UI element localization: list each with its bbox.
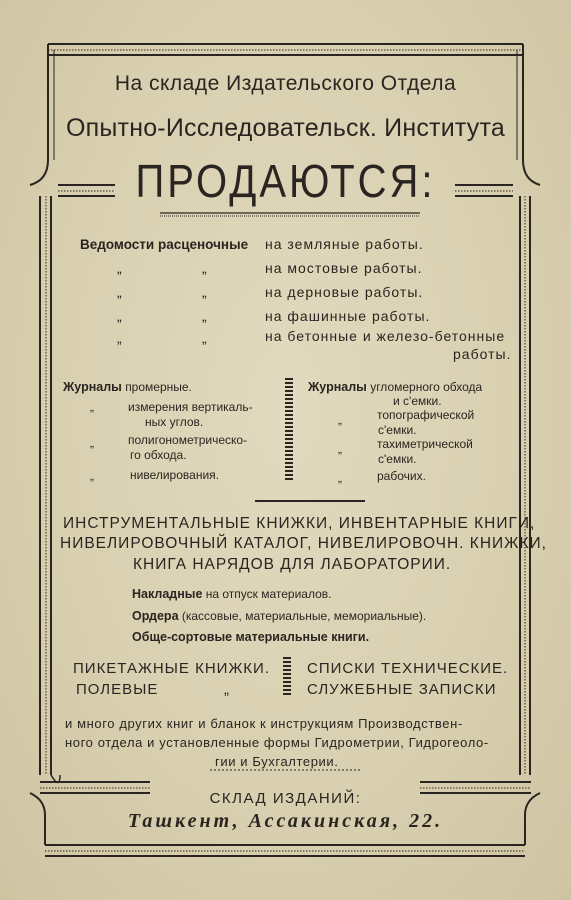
vedomosti-item-5-cont: работы. [453, 346, 512, 362]
vedomosti-item-2: на мостовые работы. [265, 260, 423, 276]
footer-line-2: ного отдела и установленные формы Гидрометрии, Гидрогеоло- [65, 735, 489, 750]
journals-left-item-1-cont: ных углов. [145, 415, 204, 429]
form-line-1: Накладные на отпуск материалов. [132, 587, 332, 601]
bottom-left-line-1: ПИКЕТАЖНЫЕ КНИЖКИ. [73, 660, 270, 677]
ditto-mark: „ [338, 413, 342, 427]
ditto-mark: „ [90, 436, 94, 450]
ditto-mark: „ [202, 284, 207, 300]
caps-line-3: КНИГА НАРЯДОВ ДЛЯ ЛАБОРАТОРИИ. [133, 556, 452, 573]
bottom-right-line-2: СЛУЖЕБНЫЕ ЗАПИСКИ [307, 681, 497, 698]
ditto-mark: „ [90, 400, 94, 414]
vedomosti-label: Ведомости расценочные [80, 237, 249, 252]
ditto-mark: „ [224, 681, 230, 698]
ditto-mark: „ [117, 330, 122, 346]
header-line-2: Опытно-Исследовательск. Института [66, 114, 505, 142]
ditto-mark: „ [90, 469, 94, 483]
form-line-3: Обще-сортовые материальные книги. [132, 630, 370, 644]
journals-left-first: Журналы промерные. [63, 380, 192, 394]
journals-right-item-2-cont: с'емки. [378, 452, 417, 466]
journals-right-item-1: топографической [377, 408, 475, 422]
headline: ПРОДАЮТСЯ: [135, 156, 436, 208]
journals-right-item-3: рабочих. [377, 469, 426, 483]
journals-right-item-1-cont: с'емки. [378, 423, 417, 437]
address: Ташкент, Ассакинская, 22. [127, 810, 444, 832]
ditto-mark: „ [117, 284, 122, 300]
form-line-2: Ордера (кассовые, материальные, мемориальные). [132, 609, 427, 623]
journals-right-item-2: тахиметрической [377, 437, 473, 451]
ditto-mark: „ [117, 308, 122, 324]
journals-right-first: Журналы угломерного обхода [308, 380, 483, 394]
bottom-right-line-1: СПИСКИ ТЕХНИЧЕСКИЕ. [307, 660, 509, 677]
journals-left-item-3: нивелирования. [130, 468, 219, 482]
vedomosti-item-3: на дерновые работы. [265, 284, 424, 300]
ditto-mark: „ [338, 471, 342, 485]
vedomosti-item-4: на фашинные работы. [265, 308, 431, 324]
column-divider [285, 378, 293, 482]
journals-left-item-1: измерения вертикаль- [128, 400, 253, 414]
ditto-mark: „ [202, 260, 207, 276]
journals-right-first-cont: и с'емки. [393, 394, 442, 408]
footer-line-3: гии и Бухгалтерии. [215, 754, 339, 769]
bottom-left-line-2: ПОЛЕВЫЕ [76, 681, 159, 698]
ditto-mark: „ [338, 442, 342, 456]
caps-line-1: ИНСТРУМЕНТАЛЬНЫЕ КНИЖКИ, ИНВЕНТАРНЫЕ КНИГИ, [63, 515, 536, 532]
sklad-heading: СКЛАД ИЗДАНИЙ: [209, 790, 362, 807]
vedomosti-item-5: на бетонные и железо-бетонные [265, 328, 506, 344]
column-divider [283, 657, 291, 697]
journals-left-item-2-cont: го обхода. [130, 448, 187, 462]
journals-left-item-2: полигонометрическо- [128, 433, 248, 447]
header-line-1: На складе Издательского Отдела [114, 72, 457, 95]
ditto-mark: „ [117, 260, 122, 276]
vedomosti-item-1: на земляные работы. [265, 236, 424, 252]
caps-line-2: НИВЕЛИРОВОЧНЫЙ КАТАЛОГ, НИВЕЛИРОВОЧН. КНИЖКИ, [60, 535, 547, 552]
ditto-mark: „ [202, 330, 207, 346]
ditto-mark: „ [202, 308, 207, 324]
footer-line-1: и много других книг и бланок к инструкциям Производствен- [65, 716, 463, 731]
section-divider [255, 500, 365, 502]
